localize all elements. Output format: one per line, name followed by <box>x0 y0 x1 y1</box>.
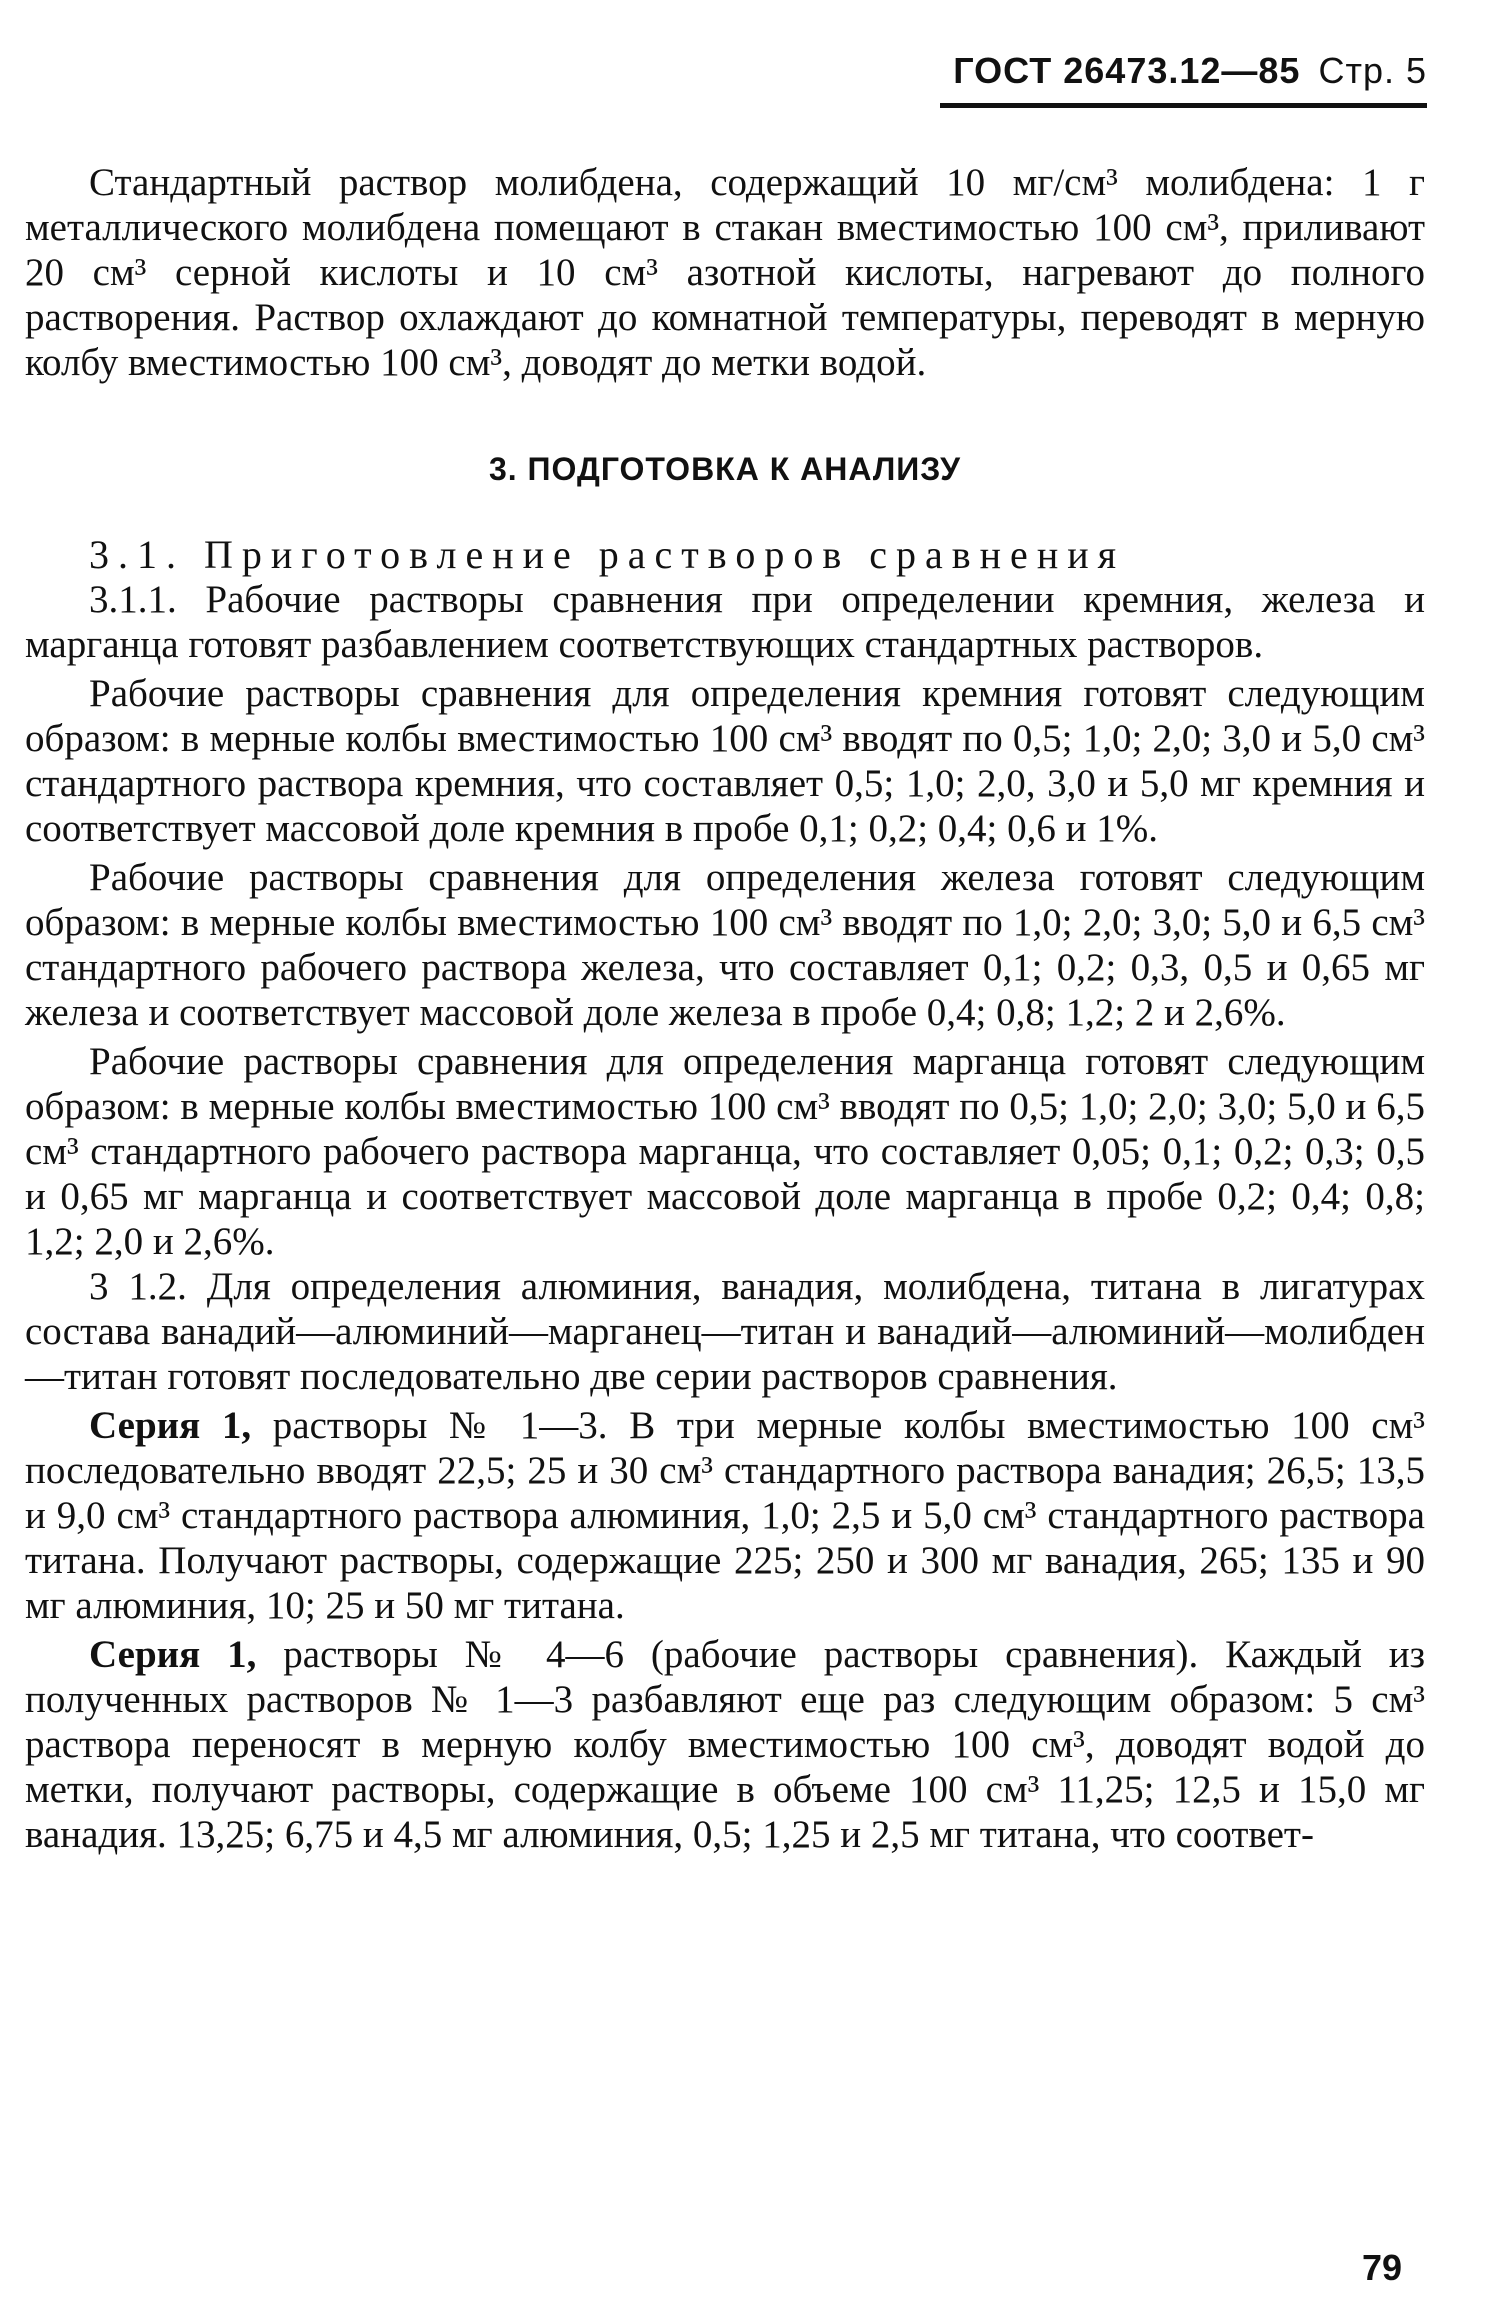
standard-number: ГОСТ 26473.12—85 <box>953 50 1301 91</box>
series-text: растворы № 4—6 (рабочие растворы сравнения). Каждый из полученных растворов № 1—3 разбавляют еще раз следующим образом: 5 см³ раствора переносят в мерную колбу вместимостью 100 см³, доводят водой до метки, получают растворы, содержащие в объеме 100 см³ 11,25; 12,5 и 15,0 мг ванадия. 13,25; 6,75 и 4,5 мг алюминия, 0,5; 1,25 и 2,5 мг титана, что соответ- <box>25 1633 1426 1856</box>
page-label: Стр. 5 <box>1318 50 1427 91</box>
page-header <box>953 50 1427 92</box>
document-body <box>25 160 1425 1857</box>
paragraph-molybdenum-solution: Стандартный раствор молибдена, содержащий 10 мг/см³ молибдена: 1 г металлического молибдена помещают в стакан вместимостью 100 см³, приливают 20 см³ серной кислоты и 10 см³ азотной кислоты, нагревают до полного растворения. Раствор охлаждают до комнатной температуры, переводят в мерную колбу вместимостью 100 см³, доводят до метки водой. <box>25 161 1425 384</box>
paragraph-series-1b <box>25 1632 1425 1857</box>
header-rule <box>940 103 1427 108</box>
series-label: Серия 1, <box>89 1633 257 1676</box>
subsection-title: 3.1. Приготовление растворов сравнения <box>89 532 1126 577</box>
paragraph-3-1-1: 3.1.1. Рабочие растворы сравнения при определении кремния, железа и марганца готовят разбавлением соответствующих стандартных растворов. <box>25 578 1425 666</box>
page-number: 79 <box>1361 2247 1402 2288</box>
paragraph-silicon: Рабочие растворы сравнения для определения кремния готовят следующим образом: в мерные колбы вместимостью 100 см³ вводят по 0,5; 1,0; 2,0; 3,0 и 5,0 см³ стандартного раствора кремния, что составляет 0,5; 1,0; 2,0, 3,0 и 5,0 мг кремния и соответствует массовой доле кремния в пробе 0,1; 0,2; 0,4; 0,6 и 1%. <box>25 672 1425 850</box>
paragraph-series-1 <box>25 1403 1425 1628</box>
section-title: 3. ПОДГОТОВКА К АНАЛИЗУ <box>488 451 962 487</box>
paragraph-3-1-2: 3 1.2. Для определения алюминия, ванадия, молибдена, титана в лигатурах состава ванадий—алюминий—марганец—титан и ванадий—алюминий—молибден—титан готовят последовательно две серии растворов сравнения. <box>25 1265 1425 1398</box>
series-text: растворы № 1—3. В три мерные колбы вместимостью 100 см³ последовательно вводят 22,5; 25 и 30 см³ стандартного раствора ванадия; 26,5; 13,5 и 9,0 см³ стандартного раствора алюминия, 1,0; 2,5 и 5,0 см³ стандартного раствора титана. Получают растворы, содержащие 225; 250 и 300 мг ванадия, 265; 135 и 90 мг алюминия, 10; 25 и 50 мг титана. <box>25 1404 1425 1627</box>
series-label: Серия 1, <box>89 1404 252 1447</box>
paragraph-manganese: Рабочие растворы сравнения для определения марганца готовят следующим образом: в мерные колбы вместимостью 100 см³ вводят по 0,5; 1,0; 2,0; 3,0; 5,0 и 6,5 см³ стандартного рабочего раствора марганца, что составляет 0,05; 0,1; 0,2; 0,3; 0,5 и 0,65 мг марганца и соответствует массовой доле марганца в пробе 0,2; 0,4; 0,8; 1,2; 2,0 и 2,6%. <box>25 1040 1425 1263</box>
paragraph-iron: Рабочие растворы сравнения для определения железа готовят следующим образом: в мерные колбы вместимостью 100 см³ вводят по 1,0; 2,0; 3,0; 5,0 и 6,5 см³ стандартного рабочего раствора железа, что составляет 0,1; 0,2; 0,3, 0,5 и 0,65 мг железа и соответствует массовой доле железа в пробе 0,4; 0,8; 1,2; 2 и 2,6%. <box>25 856 1425 1034</box>
